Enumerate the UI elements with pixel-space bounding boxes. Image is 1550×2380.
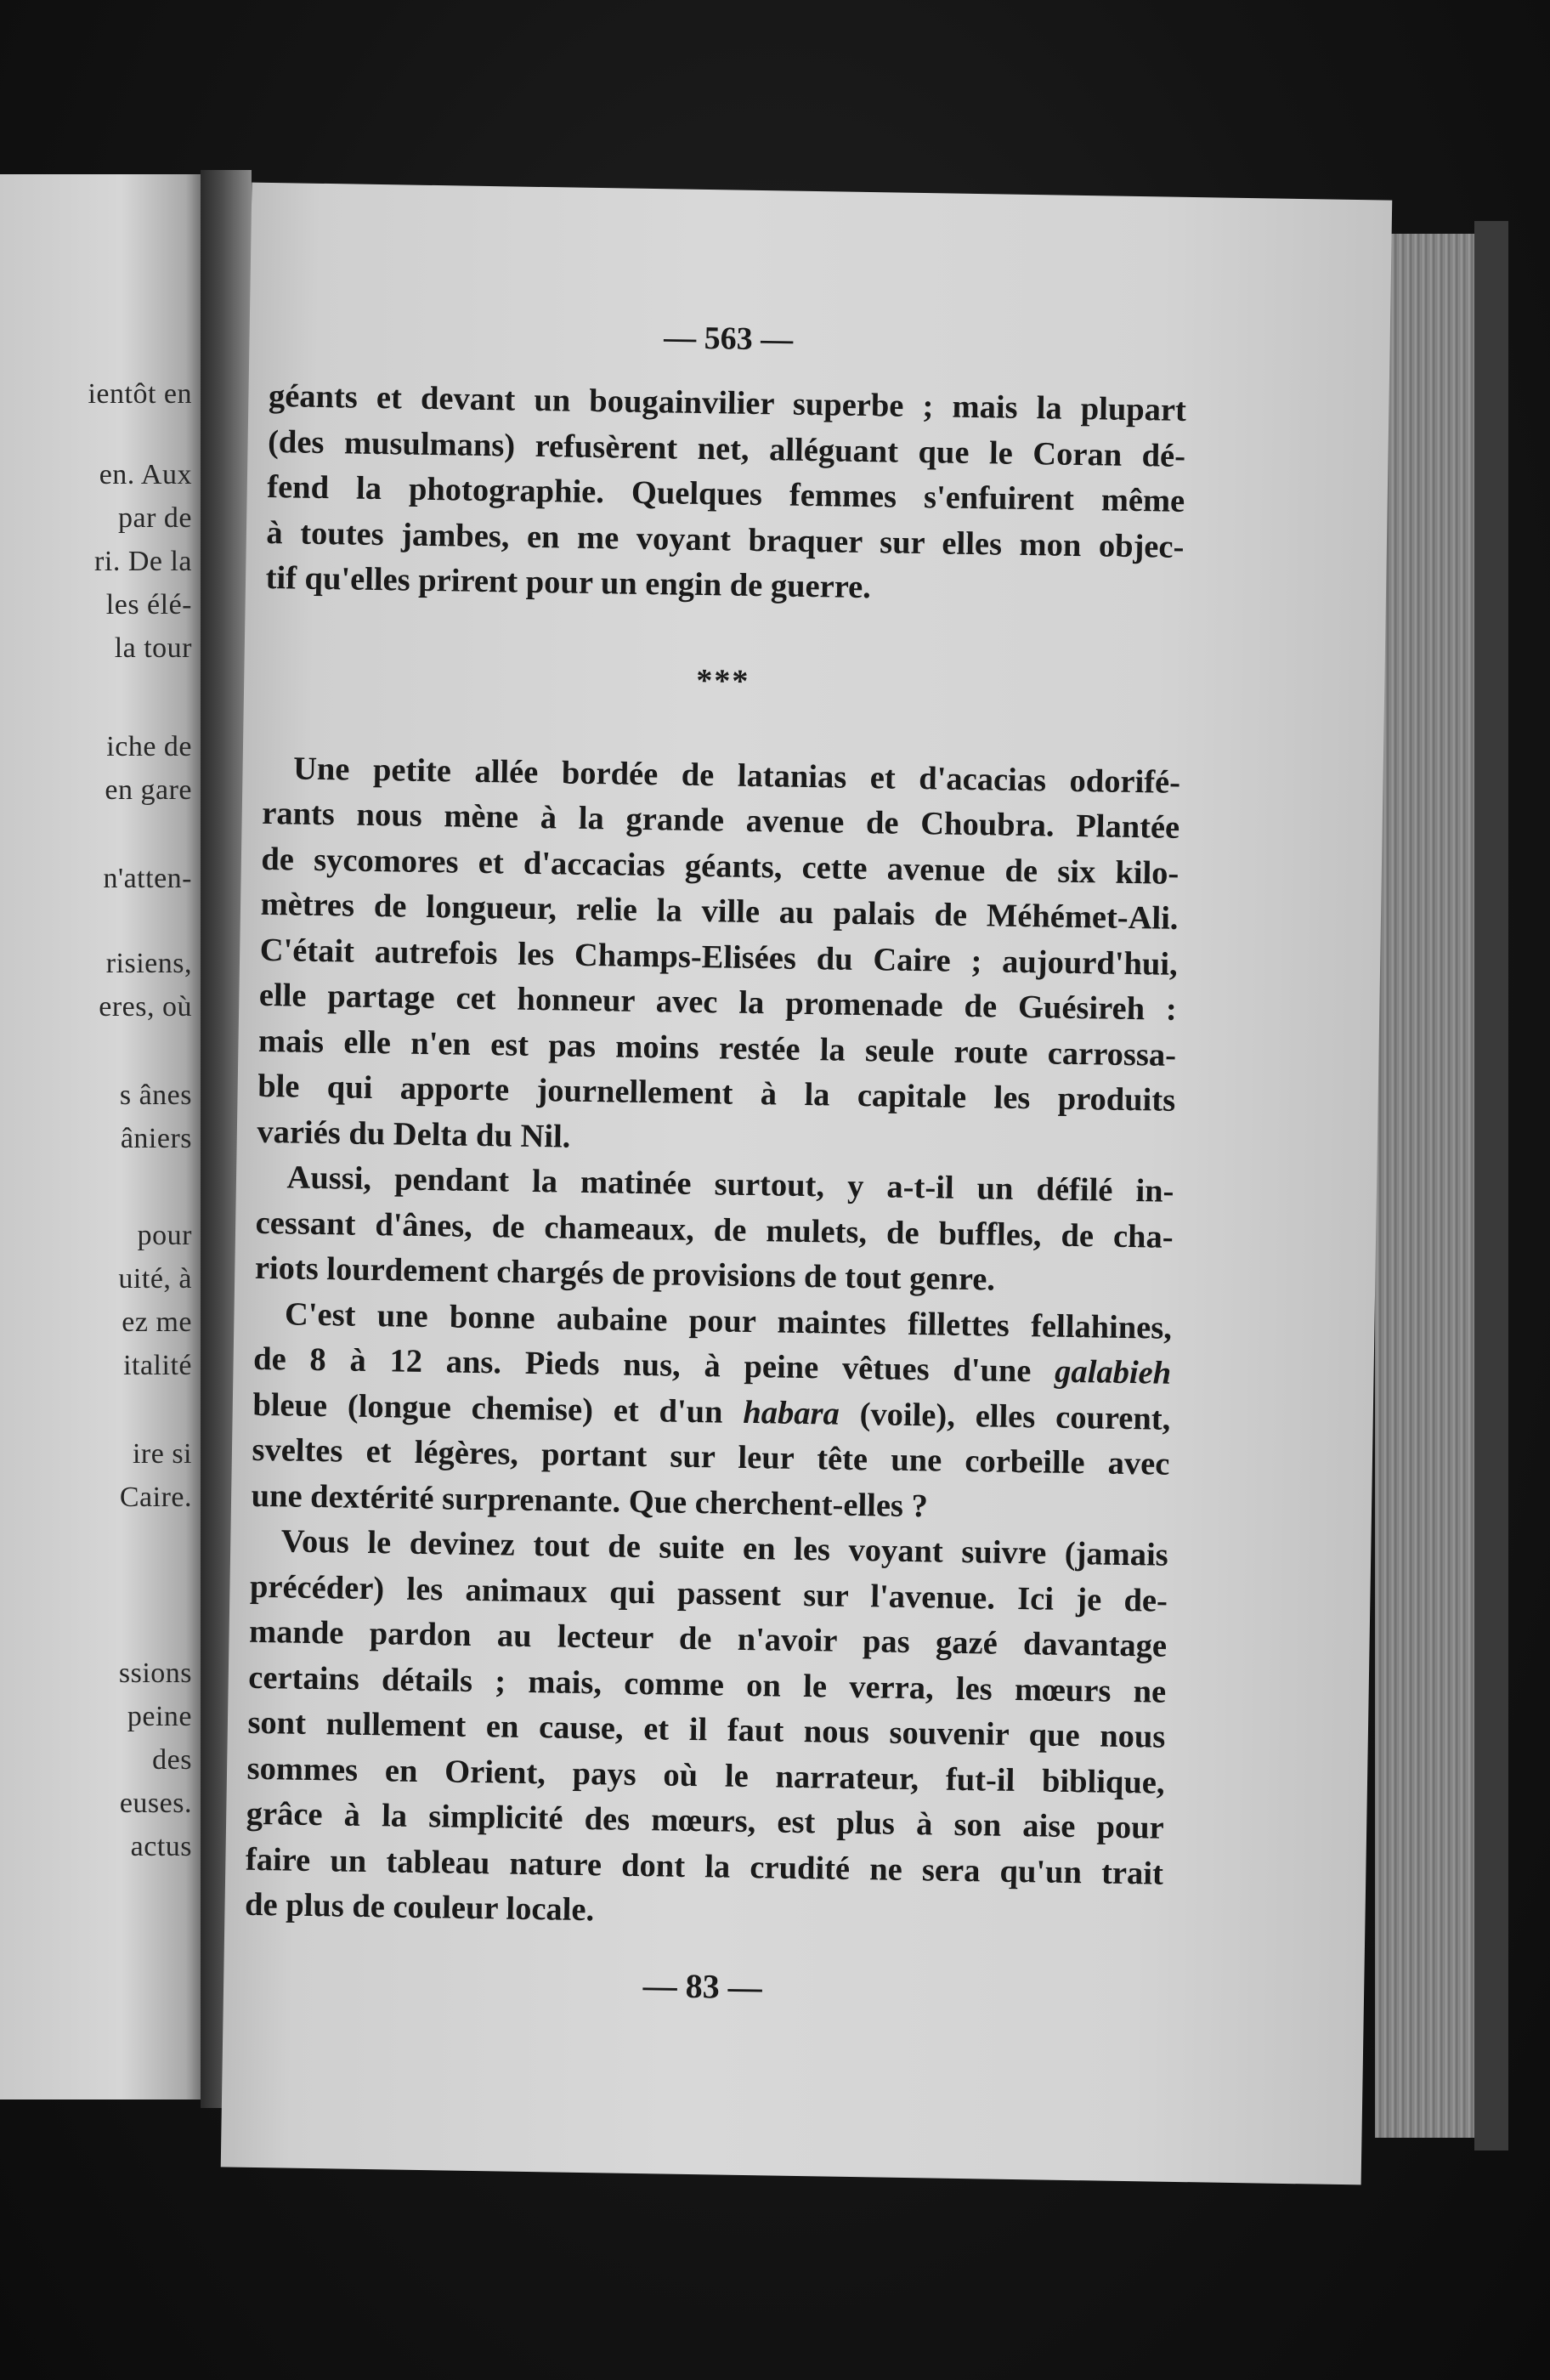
text-line: à toutes jambes, en me voyant braquer sur elles mon objec- xyxy=(266,514,1185,565)
text-line: une dextérité surprenante. Que cherchent-elles ? xyxy=(251,1477,929,1524)
book-cover-edge xyxy=(1474,221,1508,2150)
text-line: Vous le devinez tout de suite en les voyant suivre (jamais xyxy=(280,1523,1169,1573)
left-page-line: ssions xyxy=(118,1658,192,1689)
running-folio: — 563 — xyxy=(663,320,794,358)
left-page-line: peine xyxy=(127,1701,192,1732)
text-line: rants nous mène à la grande avenue de Choubra. Plantée xyxy=(261,795,1180,846)
text-line: sont nullement en cause, et il faut nous souvenir que nous xyxy=(247,1704,1166,1755)
left-page-line: par de xyxy=(117,502,192,534)
left-facing-page xyxy=(0,174,202,2100)
text-line: ble qui apporte journellement à la capitale les produits xyxy=(257,1068,1176,1119)
text-line: précéder) les animaux qui passent sur l'avenue. Ici je de- xyxy=(249,1568,1168,1619)
text-line: C'est une bonne aubaine pour maintes fillettes fellahines, xyxy=(284,1295,1173,1346)
text-line: (des musulmans) refusèrent net, alléguant que le Coran dé- xyxy=(267,423,1186,474)
text-line: mais elle n'en est pas moins restée la seule route carrossa- xyxy=(257,1023,1177,1074)
text-line: tif qu'elles prirent pour un engin de guerre. xyxy=(265,559,872,606)
left-page-line: Caire. xyxy=(119,1482,192,1513)
left-page-line: italité xyxy=(123,1350,192,1381)
left-page-line: ez me xyxy=(122,1306,192,1338)
text-line: sommes en Orient, pays où le narrateur, fut-il biblique, xyxy=(246,1750,1165,1801)
text-line: riots lourdement chargés de provisions de tout genre. xyxy=(254,1250,996,1298)
text-line: Une petite allée bordée de latanias et d'acacias odorifé- xyxy=(292,750,1181,801)
left-page-line: ire si xyxy=(132,1438,192,1470)
left-page-line: actus xyxy=(130,1831,192,1862)
left-page-line: s ânes xyxy=(119,1080,192,1111)
italic-term: galabieh xyxy=(1054,1353,1172,1391)
text-line: sveltes et légères, portant sur leur tête une corbeille avec xyxy=(252,1431,1170,1482)
text-line: elle partage cet honneur avec la promenade de Guésireh : xyxy=(258,977,1178,1028)
text-line: Aussi, pendant la matinée surtout, y a-t-il un défilé in- xyxy=(286,1159,1174,1210)
left-page-line: des xyxy=(152,1744,192,1776)
text-line: géants et devant un bougainvilier superbe ; mais la plupart xyxy=(268,377,1187,428)
left-page-line: âniers xyxy=(120,1123,192,1154)
text-segment: bleue (longue chemise) et d'un xyxy=(252,1386,744,1431)
text-line: fend la photographie. Quelques femmes s'enfuirent même xyxy=(267,468,1185,519)
text-line: cessant d'ânes, de chameaux, de mulets, de buffles, de cha- xyxy=(255,1204,1174,1255)
left-page-line: ientôt en xyxy=(88,378,192,410)
left-page-line: pour xyxy=(137,1220,192,1251)
left-page-line: euses. xyxy=(119,1788,192,1819)
left-page-line: eres, où xyxy=(99,991,192,1023)
left-page-line: les élé- xyxy=(105,589,192,620)
text-segment: de 8 à 12 ans. Pieds nus, à peine vêtues d'une xyxy=(252,1340,1055,1390)
section-break-asterism: *** xyxy=(695,662,750,700)
text-line: variés du Delta du Nil. xyxy=(257,1114,571,1155)
text-line: mètres de longueur, relie la ville au palais de Méhémet-Ali. xyxy=(260,886,1179,937)
left-page-line: en. Aux xyxy=(99,459,192,490)
text-line: C'était autrefois les Champs-Elisées du Caire ; aujourd'hui, xyxy=(259,932,1178,983)
left-page-line: n'atten- xyxy=(103,863,192,894)
text-line: certains détails ; mais, comme on le verra, les mœurs ne xyxy=(248,1659,1167,1710)
text-segment: (voile), elles courent, xyxy=(839,1396,1171,1437)
left-page-line: la tour xyxy=(114,632,192,664)
text-line: faire un tableau nature dont la crudité ne sera qu'un trait xyxy=(245,1841,1164,1892)
left-page-line: iche de xyxy=(106,731,192,762)
right-page-text xyxy=(243,289,1188,2036)
text-line: de sycomores et d'accacias géants, cette avenue de six kilo- xyxy=(261,841,1179,892)
text-line: mande pardon au lecteur de n'avoir pas gazé davantage xyxy=(248,1613,1168,1664)
left-page-line: risiens, xyxy=(105,948,192,979)
left-page-line: uité, à xyxy=(118,1263,192,1295)
left-page-line: ri. De la xyxy=(94,546,192,577)
left-page-line: en gare xyxy=(105,774,192,806)
page-edges xyxy=(1375,234,1477,2138)
text-line: grâce à la simplicité des mœurs, est plus à son aise pour xyxy=(246,1795,1165,1846)
text-line: de plus de couleur locale. xyxy=(244,1886,595,1929)
page-number: — 83 — xyxy=(642,1965,763,2006)
italic-term: habara xyxy=(743,1394,840,1432)
